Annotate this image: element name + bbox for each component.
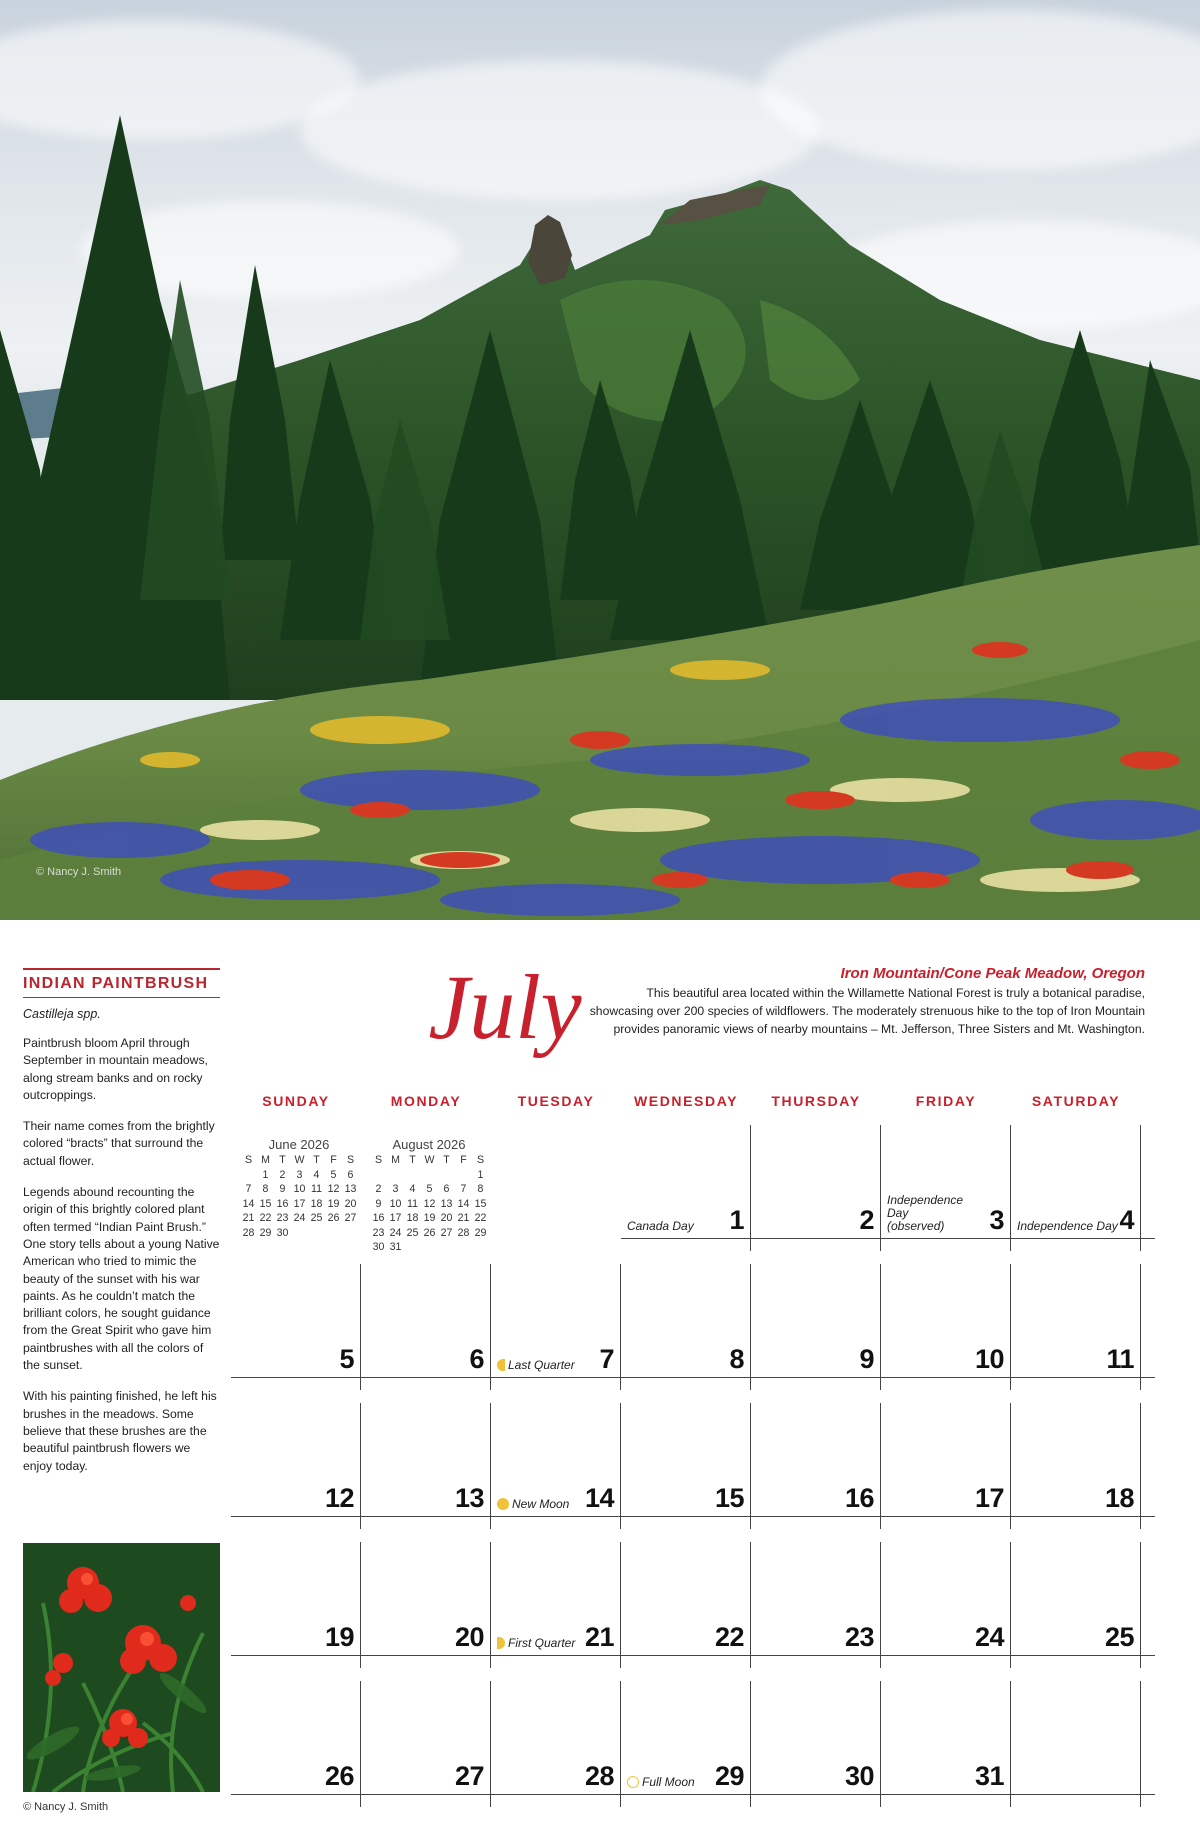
day-number: 17 <box>974 1483 1004 1513</box>
mini-calendar-day: 17 <box>389 1212 402 1224</box>
mini-calendar-day: 14 <box>242 1197 255 1210</box>
week-rule <box>881 1377 1025 1378</box>
mini-calendar-day: 26 <box>423 1226 436 1239</box>
day-note-text: Full Moon <box>642 1775 695 1789</box>
mini-calendar-weekday: F <box>330 1154 337 1166</box>
mini-calendar-day: 17 <box>293 1197 306 1210</box>
weekday-label: SUNDAY <box>262 1093 330 1109</box>
mini-calendar-day: 11 <box>311 1183 322 1195</box>
weekday-label: THURSDAY <box>771 1093 861 1109</box>
paintbrush-inset-photo <box>23 1543 220 1792</box>
mini-calendar-day: 6 <box>347 1168 354 1181</box>
mini-calendar-weekday: T <box>279 1154 286 1166</box>
mini-calendar-day: 7 <box>460 1183 467 1195</box>
mini-calendar-day: 12 <box>423 1197 436 1210</box>
moon-phase-icon <box>497 1637 505 1649</box>
mini-calendar-day: 7 <box>245 1183 252 1195</box>
day-note <box>497 1359 575 1372</box>
day-cell[interactable] <box>1011 1415 1141 1517</box>
mini-calendar-day: 1 <box>262 1168 269 1181</box>
weekday-label: MONDAY <box>390 1093 462 1109</box>
sidebar-paragraph: Paintbrush bloom April through September in mountain meadows, along stream banks and on rocky outcroppings. <box>23 1036 208 1102</box>
day-cell[interactable] <box>1011 1693 1141 1795</box>
moon-phase-icon <box>627 1776 639 1788</box>
day-cell[interactable] <box>1011 1137 1141 1239</box>
photo-credit: © Nancy J. Smith <box>36 866 122 878</box>
mini-calendar-day: 30 <box>372 1241 385 1253</box>
mini-calendar-day <box>472 1240 489 1255</box>
mini-calendar-day <box>421 1168 438 1183</box>
week-rule <box>881 1794 1025 1795</box>
mini-calendar-grid <box>240 1153 358 1240</box>
mini-calendar-day: 4 <box>409 1183 416 1195</box>
mini-calendar-day: 5 <box>330 1168 337 1181</box>
day-number: 28 <box>584 1761 614 1791</box>
week-rule <box>621 1377 765 1378</box>
day-cell[interactable] <box>361 1554 491 1656</box>
mini-calendar-day: 26 <box>327 1212 340 1224</box>
mini-calendar-day: 13 <box>344 1183 357 1195</box>
day-number: 21 <box>584 1622 614 1652</box>
day-number: 10 <box>974 1344 1004 1374</box>
mini-calendar-day: 21 <box>242 1212 255 1224</box>
day-cell[interactable] <box>751 1693 881 1795</box>
day-number: 31 <box>974 1761 1004 1791</box>
week-rule <box>361 1377 505 1378</box>
day-cell[interactable] <box>621 1693 751 1795</box>
mini-calendar-day: 15 <box>474 1197 487 1210</box>
day-note <box>497 1498 569 1511</box>
day-number: 5 <box>339 1344 354 1374</box>
mini-calendar-day <box>455 1168 472 1183</box>
mini-calendar-day: 25 <box>406 1226 419 1239</box>
mini-calendar-day: 22 <box>259 1212 272 1224</box>
mini-calendar-day: 23 <box>372 1226 385 1239</box>
mini-calendar-day: 27 <box>344 1212 357 1224</box>
day-number: 4 <box>1119 1205 1134 1235</box>
day-note <box>1017 1220 1118 1233</box>
mini-calendar-day: 4 <box>313 1168 320 1181</box>
day-cell[interactable] <box>621 1137 751 1239</box>
mini-calendar-prev <box>240 1137 358 1240</box>
day-cell[interactable] <box>491 1693 621 1795</box>
mini-calendar-day: 21 <box>457 1212 470 1224</box>
week-rule <box>751 1655 895 1656</box>
day-cell[interactable] <box>751 1276 881 1378</box>
mini-calendar-day: 18 <box>406 1212 419 1224</box>
day-cell[interactable] <box>1011 1276 1141 1378</box>
week-rule <box>621 1655 765 1656</box>
day-number: 12 <box>324 1483 354 1513</box>
week-rule <box>361 1794 505 1795</box>
mini-calendar-day <box>404 1240 421 1255</box>
week-rule <box>491 1516 635 1517</box>
day-number: 8 <box>729 1344 744 1374</box>
day-number: 29 <box>714 1761 744 1791</box>
week-rule <box>1011 1655 1155 1656</box>
location-title: Iron Mountain/Cone Peak Meadow, Oregon <box>840 965 1145 982</box>
day-cell[interactable] <box>231 1276 361 1378</box>
day-number: 15 <box>714 1483 744 1513</box>
mini-calendar-day: 13 <box>440 1197 453 1210</box>
day-note-text: Independence Day (observed) <box>887 1193 964 1233</box>
week-rule <box>361 1516 505 1517</box>
day-number: 11 <box>1106 1344 1134 1374</box>
day-cell[interactable] <box>621 1415 751 1517</box>
week-rule <box>881 1238 1025 1239</box>
day-number: 2 <box>859 1205 874 1235</box>
day-number: 27 <box>454 1761 484 1791</box>
mini-calendar-day: 22 <box>474 1212 487 1224</box>
cell-divider <box>1140 1403 1141 1529</box>
day-cell[interactable] <box>231 1693 361 1795</box>
day-cell[interactable] <box>1011 1554 1141 1656</box>
day-number: 19 <box>324 1622 354 1652</box>
mini-calendar-title: June 2026 <box>268 1137 330 1152</box>
mini-calendar-weekday: W <box>424 1154 435 1166</box>
week-rule <box>621 1516 765 1517</box>
day-note <box>627 1776 695 1789</box>
mini-calendar-day <box>308 1226 325 1241</box>
week-rule <box>491 1655 635 1656</box>
mini-calendar-day: 28 <box>457 1226 470 1239</box>
mini-calendar-day <box>325 1226 342 1241</box>
mini-calendar-day: 28 <box>242 1226 255 1239</box>
mini-calendar-day: 27 <box>440 1226 453 1239</box>
week-rule <box>361 1655 505 1656</box>
sidebar-paragraph: With his painting finished, he left his brushes in the meadows. Some believe that these brushes are the beautiful paintbrush flowers we enjoy today. <box>23 1389 217 1473</box>
day-note-text: First Quarter <box>508 1636 576 1650</box>
day-cell[interactable] <box>491 1415 621 1517</box>
mini-calendar-weekday: F <box>460 1154 467 1166</box>
mini-calendar-day: 10 <box>389 1197 402 1210</box>
day-note <box>887 1194 967 1233</box>
mini-calendar-day <box>404 1168 421 1183</box>
sidebar <box>23 968 220 1475</box>
day-number: 23 <box>844 1622 874 1652</box>
day-number: 22 <box>714 1622 744 1652</box>
inset-photo-credit: © Nancy J. Smith <box>23 1801 109 1813</box>
cell-divider <box>1140 1542 1141 1668</box>
week-rule <box>1011 1238 1155 1239</box>
mini-calendar-day: 8 <box>477 1183 484 1195</box>
week-rule <box>231 1377 375 1378</box>
day-number: 14 <box>584 1483 614 1513</box>
mini-calendar-weekday: W <box>294 1154 305 1166</box>
week-rule <box>231 1794 375 1795</box>
mini-calendar-day: 12 <box>327 1183 340 1195</box>
mini-calendar-weekday: S <box>244 1154 253 1166</box>
week-rule <box>881 1516 1025 1517</box>
day-cell[interactable] <box>881 1137 1011 1239</box>
day-number: 9 <box>859 1344 874 1374</box>
location-description: This beautiful area located within the Willamette National Forest is truly a botanical paradise, showcasing over 200 species of wildflowers. The moderately strenuous hike to the top of Iron Mountain provides panoramic views of nearby mountains – Mt. Jefferson, Three Sisters and Mt. Washington. <box>589 986 1145 1036</box>
mini-calendar-weekday: S <box>374 1154 383 1166</box>
day-cell[interactable] <box>361 1276 491 1378</box>
mini-calendar-day: 16 <box>276 1197 289 1210</box>
mini-calendar-day: 24 <box>293 1212 306 1224</box>
mini-calendar-day: 3 <box>392 1183 399 1195</box>
mini-calendar-weekday: M <box>391 1154 400 1166</box>
sidebar-rule-bottom <box>23 997 220 998</box>
week-rule <box>751 1794 895 1795</box>
day-number: 20 <box>454 1622 484 1652</box>
weekday-label: TUESDAY <box>517 1093 595 1109</box>
day-cell[interactable] <box>881 1693 1011 1795</box>
week-rule <box>751 1516 895 1517</box>
day-number: 6 <box>469 1344 484 1374</box>
day-cell[interactable] <box>361 1415 491 1517</box>
weekday-label: FRIDAY <box>915 1093 977 1109</box>
week-rule <box>491 1794 635 1795</box>
mini-calendar-title: August 2026 <box>392 1137 466 1152</box>
mini-calendar-day: 24 <box>389 1226 402 1239</box>
location-block <box>585 965 1145 1038</box>
mini-calendar-day: 20 <box>440 1212 453 1224</box>
weekday-label: SATURDAY <box>1031 1093 1121 1109</box>
day-number: 16 <box>844 1483 874 1513</box>
mini-calendar-weekday: T <box>443 1154 450 1166</box>
day-cell[interactable] <box>881 1276 1011 1378</box>
weekday-header <box>231 1093 1141 1115</box>
month-title: July <box>428 956 582 1058</box>
mini-calendar-day: 8 <box>262 1183 269 1195</box>
day-number: 7 <box>599 1344 614 1374</box>
mini-calendar-weekday: S <box>476 1154 485 1166</box>
mini-calendar-day: 14 <box>457 1197 470 1210</box>
sidebar-title: INDIAN PAINTBRUSH <box>23 975 209 992</box>
mini-calendar-day: 19 <box>423 1212 436 1224</box>
mini-calendar-day <box>291 1226 308 1241</box>
day-number: 1 <box>729 1205 744 1235</box>
sidebar-paragraph: Legends abound recounting the origin of this brightly colored plant often termed “Indian Paint Brush.” One story tells about a young Native American who tried to mimic the beauty of the sunset with his war paints. As he couldn’t match the brilliant colors, he sought guidance from the Great Spirit who gave him paintbrushes with all the colors of the sunset. <box>23 1185 220 1373</box>
mini-calendar-day <box>387 1168 404 1183</box>
mini-calendar-day <box>438 1168 455 1183</box>
mini-calendar-grid <box>370 1153 488 1255</box>
week-rule <box>231 1516 375 1517</box>
week-rule <box>621 1238 765 1239</box>
mini-calendar-day: 20 <box>344 1197 357 1210</box>
day-cell[interactable] <box>231 1415 361 1517</box>
cell-divider <box>1140 1264 1141 1390</box>
mini-calendar-day: 15 <box>259 1197 272 1210</box>
week-rule <box>751 1377 895 1378</box>
mini-calendar-day: 1 <box>477 1168 484 1181</box>
day-cell[interactable] <box>621 1554 751 1656</box>
cell-divider <box>1140 1681 1141 1807</box>
mini-calendar-day: 30 <box>276 1226 289 1239</box>
cell-divider <box>1140 1125 1141 1251</box>
moon-phase-icon <box>497 1359 505 1371</box>
mini-calendar-day <box>455 1240 472 1255</box>
week-rule <box>1011 1377 1155 1378</box>
sidebar-paragraph: Their name comes from the brightly colored “bracts” that surround the actual flower. <box>23 1119 215 1168</box>
mini-calendar-next <box>370 1137 488 1255</box>
mini-calendar-day: 2 <box>375 1183 382 1195</box>
mini-calendar-day: 29 <box>474 1226 487 1239</box>
day-number: 26 <box>324 1761 354 1791</box>
week-rule <box>751 1238 895 1239</box>
day-cell[interactable] <box>881 1554 1011 1656</box>
mini-calendar-day: 23 <box>276 1212 289 1224</box>
day-number: 13 <box>454 1483 484 1513</box>
mini-calendar-day: 25 <box>310 1212 323 1224</box>
day-note-text: Independence Day <box>1017 1219 1118 1233</box>
day-number: 18 <box>1104 1483 1134 1513</box>
day-note <box>627 1220 694 1233</box>
day-cell[interactable] <box>751 1137 881 1239</box>
mini-calendar-weekday: T <box>409 1154 416 1166</box>
sidebar-species: Castilleja spp. <box>23 1007 101 1021</box>
day-cell[interactable] <box>231 1554 361 1656</box>
mini-calendar-weekday: M <box>261 1154 270 1166</box>
mini-calendar-day: 5 <box>426 1183 433 1195</box>
mini-calendar-day: 9 <box>279 1183 286 1195</box>
day-note-text: New Moon <box>512 1497 570 1511</box>
week-rule <box>1011 1794 1155 1795</box>
mini-calendar-day: 11 <box>407 1197 418 1210</box>
mini-calendar-day <box>240 1168 257 1183</box>
mini-calendar-day: 19 <box>327 1197 340 1210</box>
mini-calendar-day: 31 <box>389 1241 402 1253</box>
mini-calendar-day <box>342 1226 359 1241</box>
mini-calendar-day <box>370 1168 387 1183</box>
paintbrush-illustration <box>23 1543 220 1792</box>
mini-calendar-day: 16 <box>372 1212 385 1224</box>
day-number: 25 <box>1104 1622 1134 1652</box>
day-number: 3 <box>989 1205 1004 1235</box>
mini-calendar-day: 18 <box>310 1197 323 1210</box>
day-cell[interactable] <box>361 1693 491 1795</box>
day-number: 24 <box>974 1622 1004 1652</box>
mini-calendar-weekday: S <box>346 1154 355 1166</box>
day-number: 30 <box>844 1761 874 1791</box>
moon-phase-icon <box>497 1498 509 1510</box>
mini-calendar-weekday: T <box>313 1154 320 1166</box>
day-note-text: Last Quarter <box>508 1358 575 1372</box>
day-cell[interactable] <box>751 1554 881 1656</box>
week-rule <box>1011 1516 1155 1517</box>
mini-calendar-day: 29 <box>259 1226 272 1239</box>
day-cell[interactable] <box>491 1554 621 1656</box>
day-note-text: Canada Day <box>627 1219 694 1233</box>
mini-calendar-day: 3 <box>296 1168 303 1181</box>
day-cell[interactable] <box>881 1415 1011 1517</box>
weekday-label: WEDNESDAY <box>633 1093 739 1109</box>
week-rule <box>231 1655 375 1656</box>
week-rule <box>881 1655 1025 1656</box>
mini-calendar-day: 9 <box>375 1197 382 1210</box>
week-rule <box>491 1377 635 1378</box>
day-note <box>497 1637 575 1650</box>
mini-calendar-day <box>421 1240 438 1255</box>
mini-calendar-day: 10 <box>293 1183 306 1195</box>
mini-calendar-day <box>438 1240 455 1255</box>
day-cell[interactable] <box>491 1276 621 1378</box>
mini-calendar-day: 2 <box>279 1168 286 1181</box>
day-cell[interactable] <box>621 1276 751 1378</box>
mini-calendar-day: 6 <box>443 1183 450 1195</box>
day-cell[interactable] <box>751 1415 881 1517</box>
week-rule <box>621 1794 765 1795</box>
